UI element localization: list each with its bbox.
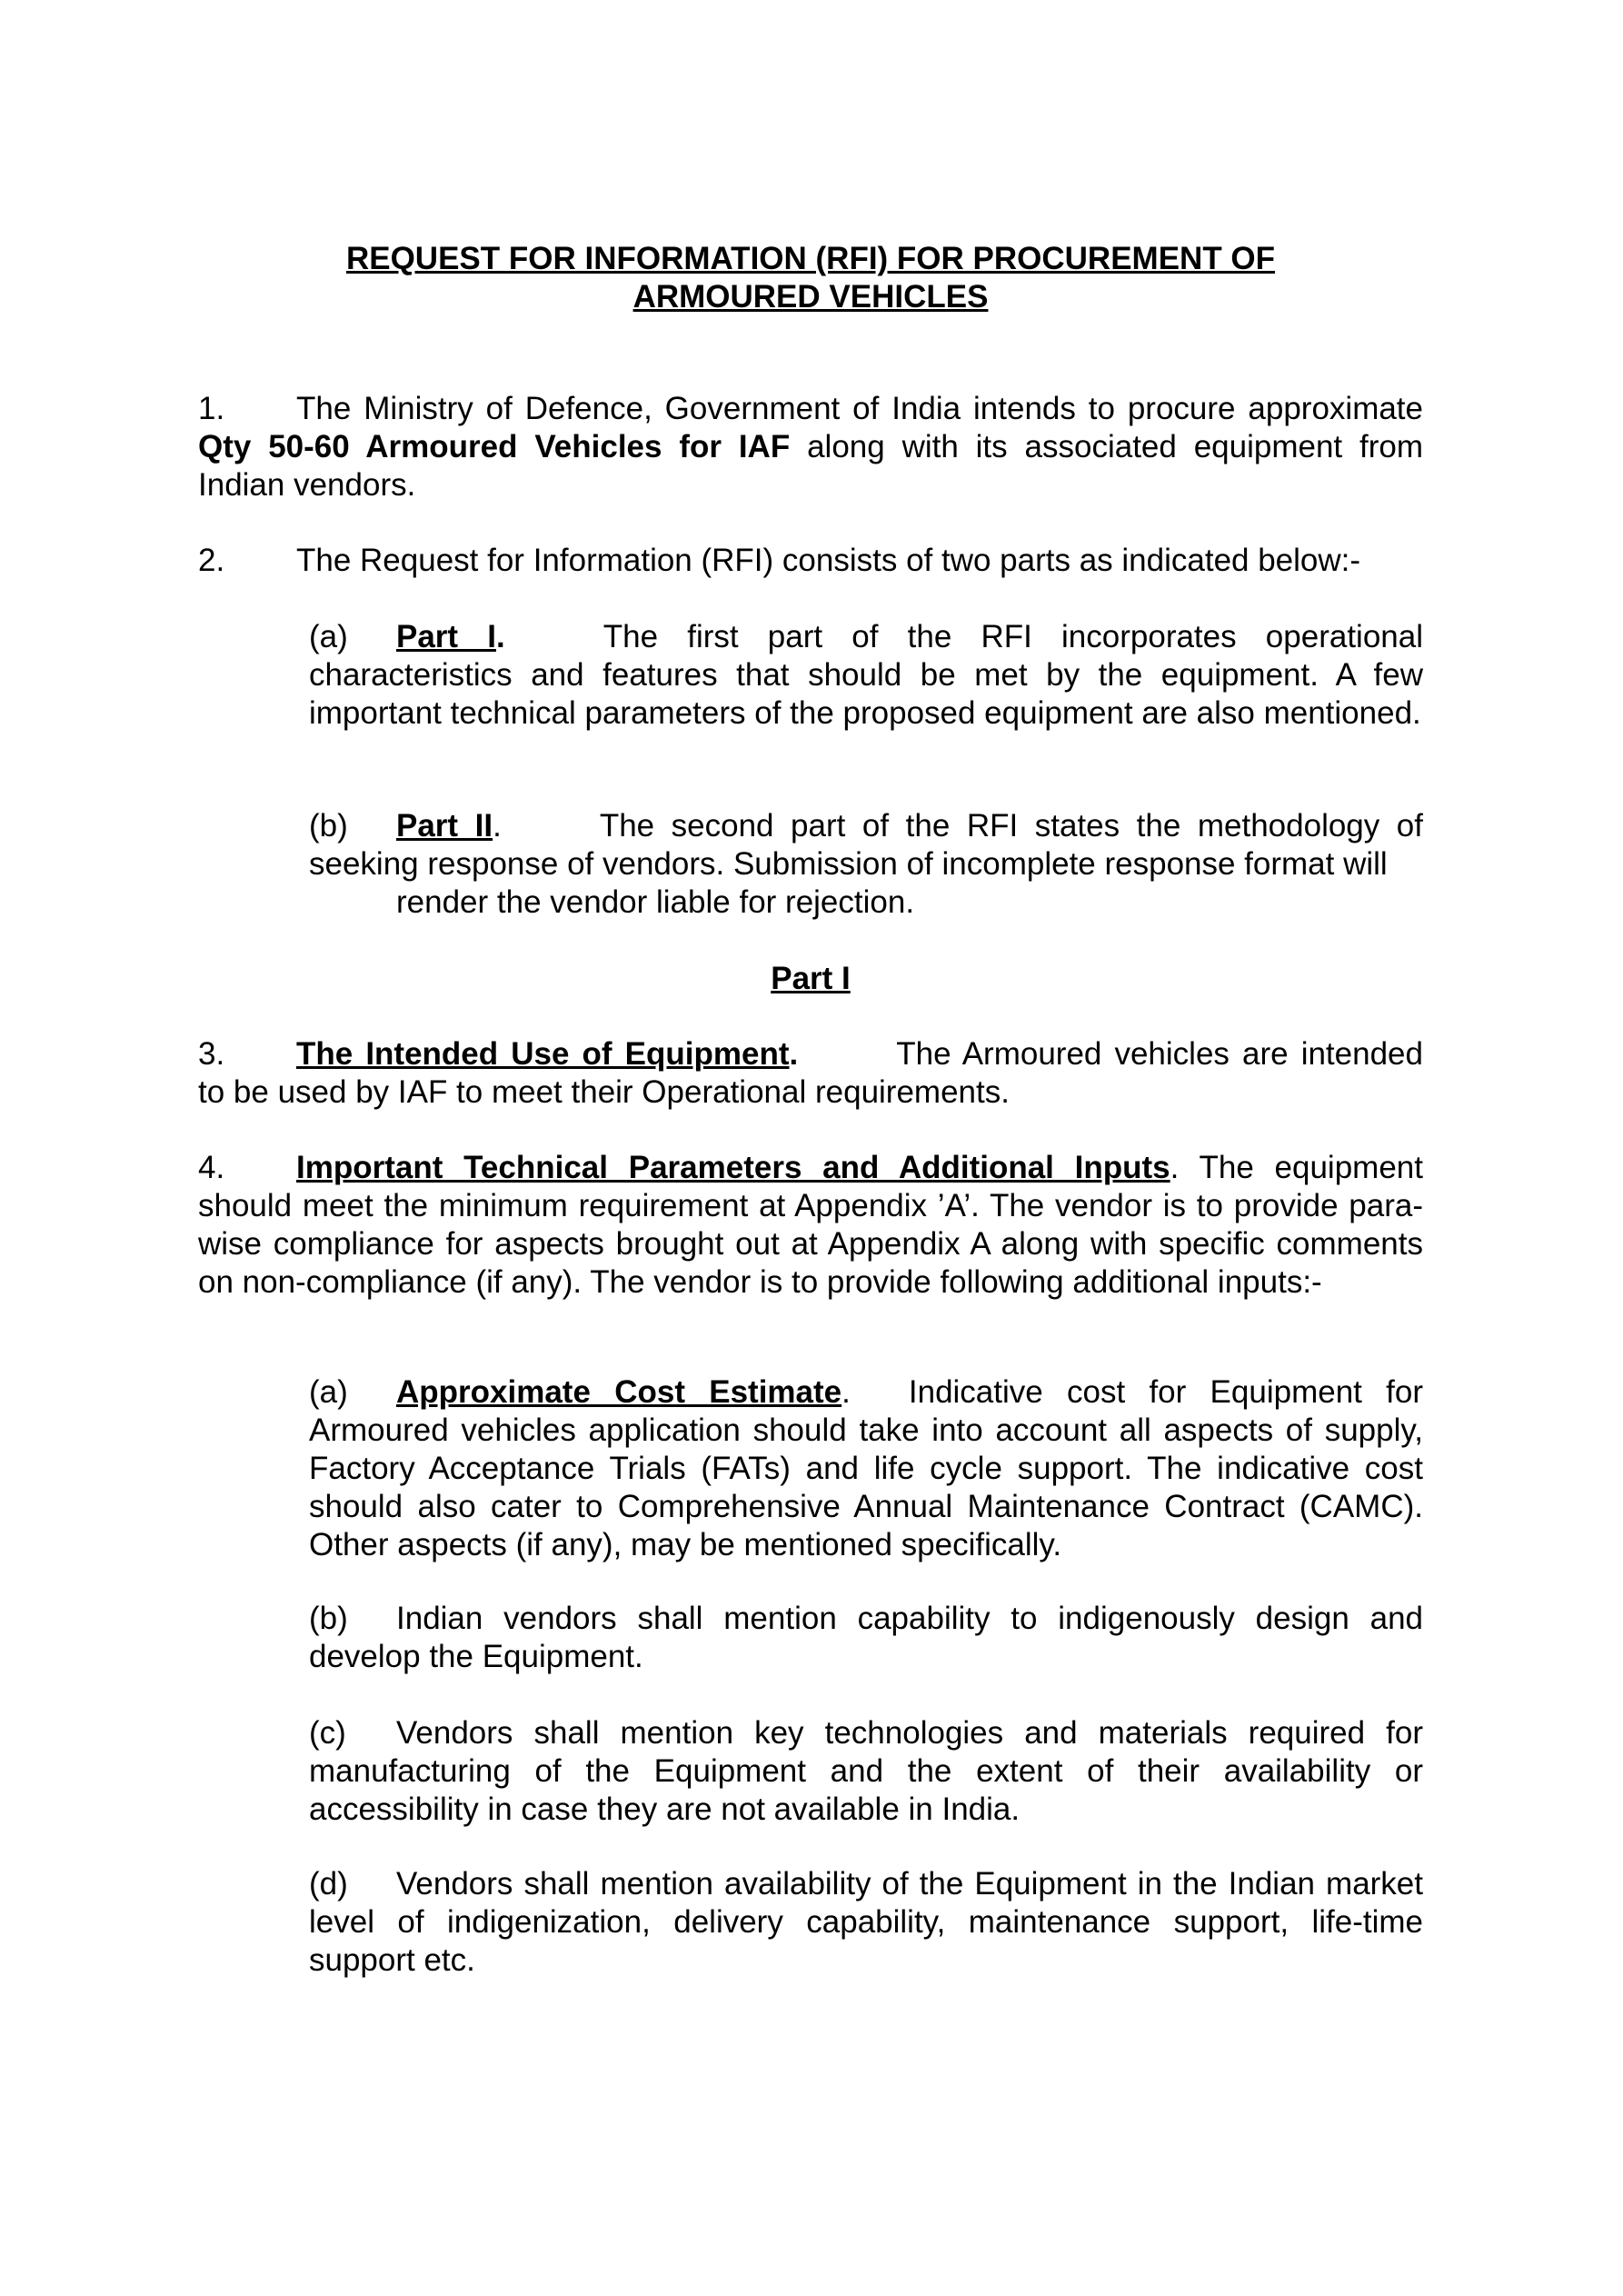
subparagraph-4b <box>309 1600 1423 1676</box>
heading-dot: . <box>496 619 505 654</box>
paragraph-number: 1. <box>198 391 225 426</box>
paragraph-bold-text: Qty 50-60 Armoured Vehicles for IAF <box>198 429 791 464</box>
subparagraph-4d <box>309 1865 1423 1980</box>
subparagraph-heading: Part II <box>396 808 493 844</box>
paragraph-3 <box>198 1035 1423 1112</box>
heading-dot: . <box>841 1374 851 1410</box>
heading-dot: . <box>493 808 502 844</box>
paragraph-text: The Ministry of Defence, Government of India intends to procure approximate <box>296 391 1423 426</box>
subparagraph-text: The second part of the RFI states the methodology of seeking response of vendors. Submission of incomplete response format will <box>309 808 1423 882</box>
subparagraph-marker: (c) <box>309 1715 346 1751</box>
title-line-1: REQUEST FOR INFORMATION (RFI) FOR PROCUREMENT OF <box>345 241 1276 276</box>
paragraph-4 <box>198 1149 1423 1302</box>
heading-dot: . <box>1170 1150 1180 1185</box>
subparagraph-text: Indicative cost for Equipment for Armoured vehicles application should take into account all aspects of supply, Factory Acceptance Trials (FATs) and life cycle support. The indicative cost should also cater to Comprehensive Annual Maintenance Contract (CAMC). Other aspects (if any), may be mentioned specifically. <box>309 1374 1423 1562</box>
document-title <box>198 240 1423 316</box>
subparagraph-marker: (d) <box>309 1866 348 1902</box>
subparagraph-marker: (b) <box>309 1601 348 1636</box>
subparagraph-text: The first part of the RFI incorporates operational characteristics and features that should be met by the equipment. A few important technical parameters of the proposed equipment are also mentioned. <box>309 619 1423 731</box>
paragraph-heading: Important Technical Parameters and Additional Inputs <box>296 1150 1170 1185</box>
part-heading: Part I <box>771 961 851 996</box>
subparagraph-text: Vendors shall mention key technologies and materials required for manufacturing of the Equipment and the extent of their availability or accessibility in case they are not available in India. <box>309 1715 1423 1827</box>
subparagraph-4c <box>309 1714 1423 1829</box>
paragraph-number: 3. <box>198 1036 225 1072</box>
subparagraph-2a <box>309 618 1423 733</box>
subparagraph-heading: Part I <box>396 619 496 654</box>
paragraph-text: The Request for Information (RFI) consists of two parts as indicated below:- <box>296 543 1361 578</box>
paragraph-2 <box>198 542 1423 580</box>
subparagraph-marker: (a) <box>309 1374 348 1410</box>
paragraph-text: along with its associated equipment from Indian vendors. <box>198 429 1423 503</box>
paragraph-1 <box>198 390 1423 504</box>
subparagraph-text: Indian vendors shall mention capability to indigenously design and develop the Equipment. <box>309 1601 1423 1674</box>
subparagraph-marker: (a) <box>309 619 348 654</box>
subparagraph-marker: (b) <box>309 808 348 844</box>
paragraph-number: 2. <box>198 543 225 578</box>
subparagraph-2b <box>309 807 1423 922</box>
paragraph-heading: The Intended Use of Equipment <box>296 1036 790 1072</box>
paragraph-text: The equipment should meet the minimum requirement at Appendix ’A’. The vendor is to provide para-wise compliance for aspects brought out at Appendix A along with specific comments on non-compliance (if any). The vendor is to provide following additional inputs:- <box>198 1150 1423 1300</box>
heading-dot: . <box>789 1036 799 1072</box>
subparagraph-4a <box>309 1373 1423 1564</box>
subparagraph-continuation: render the vendor liable for rejection. <box>396 884 915 920</box>
subparagraph-heading: Approximate Cost Estimate <box>396 1374 842 1410</box>
subparagraph-text: Vendors shall mention availability of the Equipment in the Indian market level of indigenization, delivery capability, maintenance support, life-time support etc. <box>309 1866 1423 1978</box>
title-line-2: ARMOURED VEHICLES <box>632 279 989 314</box>
paragraph-text: The Armoured vehicles are intended to be used by IAF to meet their Operational requirements. <box>198 1036 1423 1110</box>
paragraph-number: 4. <box>198 1150 225 1185</box>
